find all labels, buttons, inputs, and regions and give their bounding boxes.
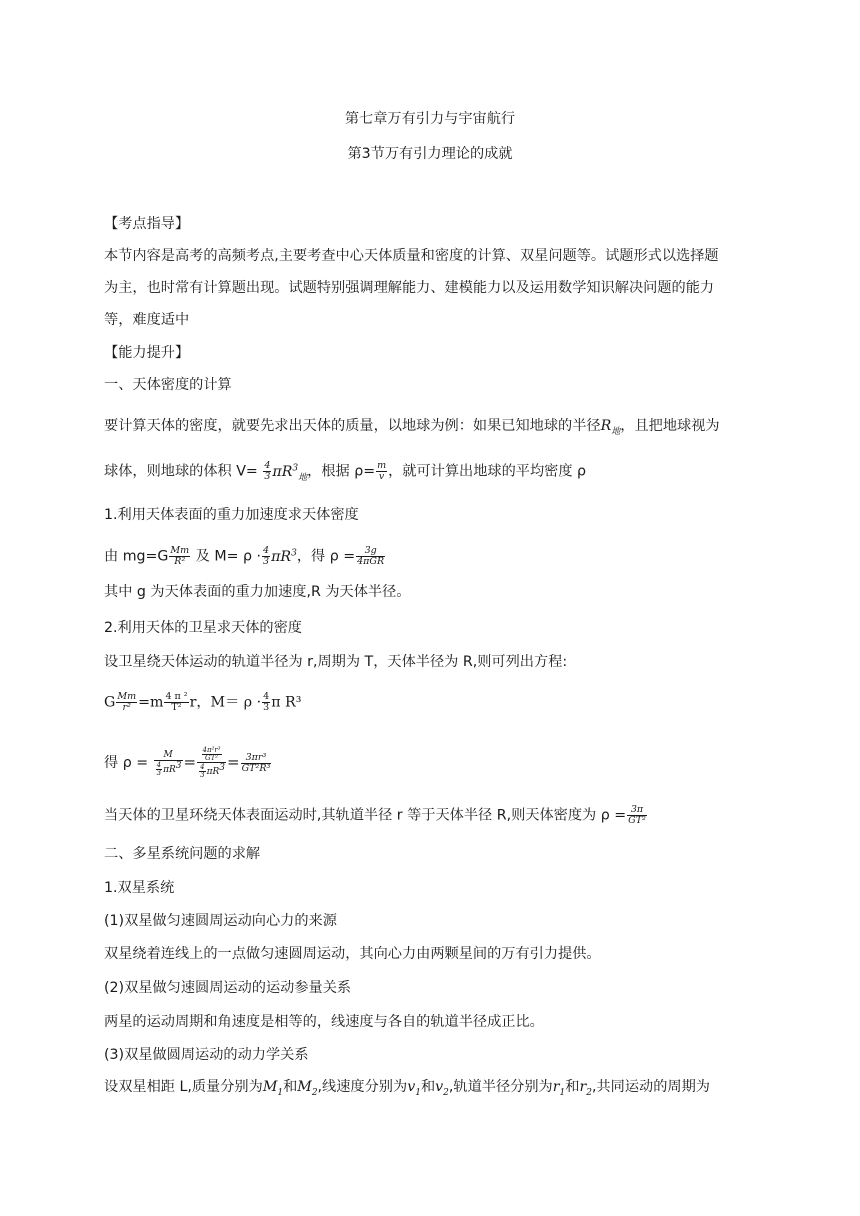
volume-formula: $\pi R^3_地$ [272,463,308,483]
earth-radius-symbol: $R_地$ [600,418,621,437]
density-fraction-3: $\frac{\text{3πr³}}{\text{GT²R³}}$ [241,751,271,774]
m-over-v-fraction: $\frac{m}{v}$ [377,460,387,483]
guide-heading: 【考点指导】 [104,216,190,232]
chapter-title: 第七章万有引力与宇宙航行 [344,111,516,127]
part1-line-1 [104,416,720,442]
binary-a3: 设双星相距 L,质量分别为$M_1$和$M_2$,线速度分别为$v_1$和$v_2$,轨道半径分别为$r_1$和$r_2$,共同运动的周期为 [104,1079,710,1098]
item2-formula: G $\frac{Mm}{\text{r²}}$ =m $\frac{\text{4 π ²}}{\text{T²}}$ r，M＝ ρ · $\frac{4}{3}$ π R³ [104,691,302,713]
guide-paragraph-line-2: 为主，也时常有计算题出现。试题特别强调理解能力、建模能力以及运用数学知识解决问题的能力 [104,280,715,296]
part2-title: 二、多星系统问题的求解 [104,846,261,862]
four-thirds-fraction: $\frac{4}{3}$ [263,545,270,568]
item1-formula: 由 mg=G $\frac{Mm}{\text{R²}}$ 及 M= ρ · $\frac{4}{3}$ $\pi R^3$，得 ρ = $\frac{3g}{\text{4πGR}}$ [104,545,385,568]
binary-a1: 双星绕着连线上的一点做匀速圆周运动，其向心力由两颗星间的万有引力提供。 [104,946,601,962]
mm-over-r2-fraction: $\frac{Mm}{\text{r²}}$ [117,691,137,713]
density-fraction-2: $\frac{\text{4π²r³}}{\text{GT²}}$ $\frac{4}{3}$ $\pi R^3$ [197,747,226,779]
part1-line-2: 球体，则地球的体积 V= $\frac{4}{3}$ $\pi R^3_地$，根据 ρ= $\frac{m}{v}$ ，就可计算出地球的平均密度 ρ [104,460,587,483]
binary-title: 1.双星系统 [104,880,175,896]
guide-paragraph-line-1: 本节内容是高考的高频考点,主要考查中心天体质量和密度的计算、双星问题等。试题形式以选择题 [104,248,719,264]
item2-result: 得 ρ = M $\frac{4}{3}$ $\pi R^3$ = $\frac{\text{4π²r³}}{\text{GT²}}$ $\frac{4}{3}$ $\pi R^3$ = $\frac{\text{3πr³}}{\text{GT²R³}}$ [104,746,271,779]
binary-q1: (1)双星做匀速圆周运动向心力的来源 [104,913,337,929]
part1-line1-tail: ，且把地球视为 [620,418,720,434]
binary-q3: (3)双星做圆周运动的动力学关系 [104,1047,309,1063]
ability-heading: 【能力提升】 [104,345,190,361]
section-title: 第3节万有引力理论的成就 [347,146,513,162]
3pi-over-gt2-fraction: $\frac{3\pi}{\text{GT²}}$ [628,804,646,826]
part1-title: 一、天体密度的计算 [104,377,232,393]
4pi2-over-t2-fraction: $\frac{\text{4 π ²}}{\text{T²}}$ [165,691,188,713]
item2-title: 2.利用天体的卫星求天体的密度 [104,620,302,636]
item1-note: 其中 g 为天体表面的重力加速度,R 为天体半径。 [104,584,411,600]
mm-over-r2-fraction: $\frac{Mm}{\text{R²}}$ [170,545,190,568]
3g-over-4piGR-fraction: $\frac{3g}{\text{4πGR}}$ [357,545,385,568]
item2-setup: 设卫星绕天体运动的轨道半径为 r,周期为 T，天体半径为 R,则可列出方程: [104,654,568,670]
binary-a2: 两星的运动周期和角速度是相等的，线速度与各自的轨道半径成正比。 [104,1014,544,1030]
binary-q2: (2)双星做匀速圆周运动的运动参量关系 [104,980,352,996]
part1-line1-text: 要计算天体的密度，就要先求出天体的质量，以地球为例：如果已知地球的半径 [104,418,601,434]
item2-surface: 当天体的卫星环绕天体表面运动时,其轨道半径 r 等于天体半径 R,则天体密度为 ρ = $\frac{3\pi}{\text{GT²}}$ [104,804,646,826]
item1-title: 1.利用天体表面的重力加速度求天体密度 [104,507,359,523]
guide-paragraph-line-3: 等，难度适中 [104,312,190,328]
four-thirds-fraction: $\frac{4}{3}$ [263,691,270,713]
density-fraction-1: M $\frac{4}{3}$ $\pi R^3$ [154,750,183,777]
four-thirds-fraction: $\frac{4}{3}$ [264,460,271,483]
